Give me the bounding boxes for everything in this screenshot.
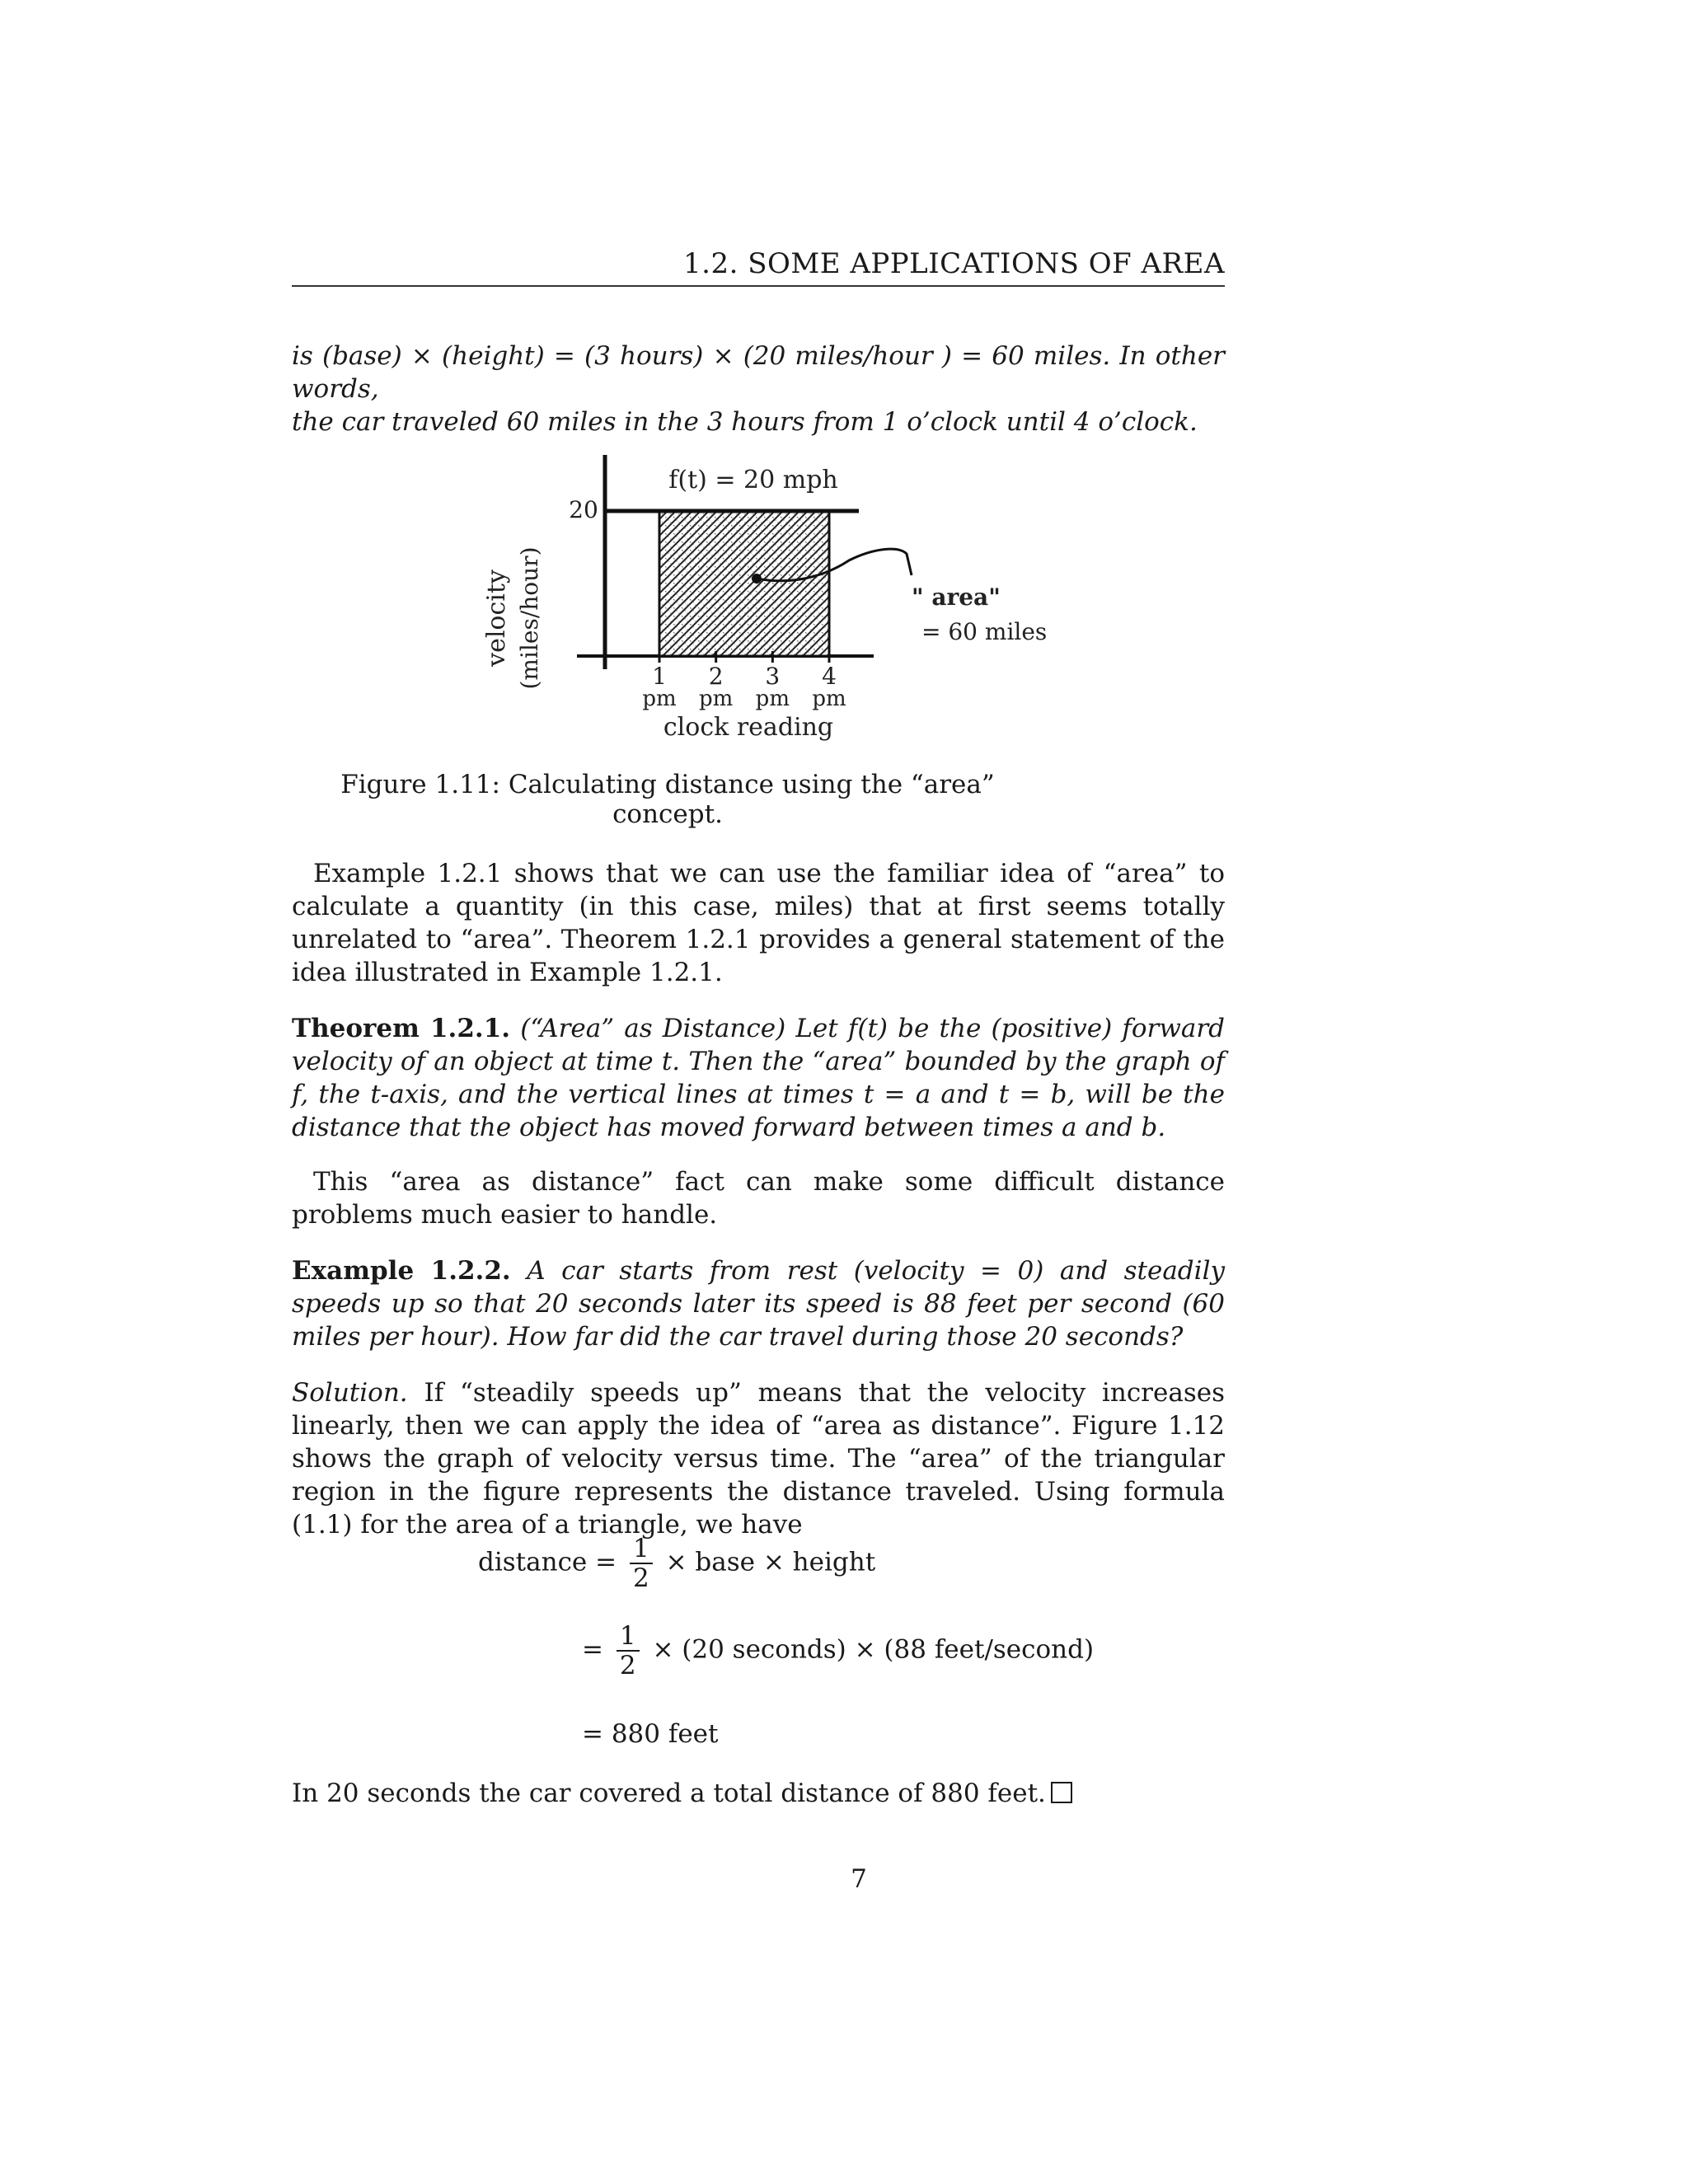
x-tick-unit-4: pm [812, 687, 846, 711]
paragraph-area-distance: This “area as distance” fact can make some difficult distance problems much easier to handle. [292, 1167, 1225, 1230]
conclusion-paragraph [292, 1777, 1225, 1810]
x-tick-unit-1: pm [642, 687, 677, 711]
theorem-label: Theorem 1.2.1. [292, 1014, 511, 1043]
equation-lhs: distance = [478, 1547, 617, 1577]
area-label: " area" [912, 583, 1001, 611]
running-header: 1.2. SOME APPLICATIONS OF AREA [292, 247, 1225, 287]
equation-equals: = [582, 1634, 603, 1665]
conclusion-text: In 20 seconds the car covered a total distance of 880 feet. [292, 1779, 1046, 1808]
equation-line-3: = 880 feet [582, 1719, 719, 1749]
x-tick-label-4: 4 [822, 663, 837, 690]
x-tick-label-3: 3 [765, 663, 781, 690]
equation-rhs-1: × base × height [665, 1547, 876, 1577]
example-block [292, 1254, 1225, 1353]
figure-caption: Figure 1.11: Calculating distance using the “area” concept. [340, 770, 995, 829]
equation-line-2 [582, 1622, 1094, 1680]
equation-line-1 [478, 1535, 875, 1592]
paragraph-example-summary: Example 1.2.1 shows that we can use the familiar idea of “area” to calculate a quantity (in this case, miles) that at first seems totally unrelated to “area”. Theorem 1.2.1 provides a general statement of the idea illustrated in Example 1.2.1. [292, 859, 1225, 987]
x-ticks [642, 651, 846, 711]
x-tick-unit-3: pm [755, 687, 790, 711]
intro-line-1: is (base) × (height) = (3 hours) × (20 miles/hour ) = 60 miles. In other words, [292, 341, 1225, 404]
fraction-denominator: 2 [632, 1563, 649, 1593]
page-number: 7 [851, 1864, 867, 1894]
solution-block [292, 1376, 1225, 1541]
x-axis-label: clock reading [663, 713, 834, 742]
example-body: A car starts from rest (velocity = 0) and steadily speeds up so that 20 seconds later its speed is 88 feet per second (60 miles per hour). How far did the car travel during those 20 seconds? [292, 1256, 1225, 1352]
equation-rhs-2: × (20 seconds) × (88 feet/second) [652, 1634, 1095, 1665]
fraction-one-half-2 [617, 1622, 640, 1680]
function-label: f(t) = 20 mph [668, 466, 838, 494]
theorem-body: (“Area” as Distance) Let f(t) be the (positive) forward velocity of an object at time t. Then the “area” bounded by the graph of f, the t-axis, and the vertical lines at times t = a and t = b, will be the distance that the object has moved forward between times a and b. [292, 1014, 1225, 1142]
y-axis-label-velocity: velocity [482, 569, 511, 667]
x-tick-unit-2: pm [699, 687, 734, 711]
intro-line-2: the car traveled 60 miles in the 3 hours from 1 o’clock until 4 o’clock. [292, 407, 1198, 437]
fraction-one-half [630, 1535, 653, 1592]
area-value-label: = 60 miles [921, 618, 1048, 645]
example-label: Example 1.2.2. [292, 1256, 511, 1286]
qed-box-icon [1051, 1782, 1072, 1803]
velocity-area-figure [462, 445, 1055, 758]
fraction-numerator-2: 1 [617, 1622, 640, 1652]
y-axis-label-units: (miles/hour) [516, 546, 543, 690]
fraction-numerator: 1 [630, 1535, 653, 1564]
fraction-denominator-2: 2 [619, 1651, 636, 1680]
area-region [659, 511, 829, 656]
solution-body: If “steadily speeds up” means that the velocity increases linearly, then we can apply the idea of “area as distance”. Figure 1.12 shows the graph of velocity versus time. The “area” of the triangular region in the figure represents the distance traveled. Using formula (1.1) for the area of a triangle, we have [292, 1378, 1225, 1540]
x-tick-label-2: 2 [708, 663, 724, 690]
theorem-block [292, 1012, 1225, 1144]
y-tick-20: 20 [569, 496, 598, 523]
x-tick-label-1: 1 [652, 663, 667, 690]
intro-paragraph [292, 340, 1225, 438]
solution-label: Solution. [292, 1378, 408, 1408]
